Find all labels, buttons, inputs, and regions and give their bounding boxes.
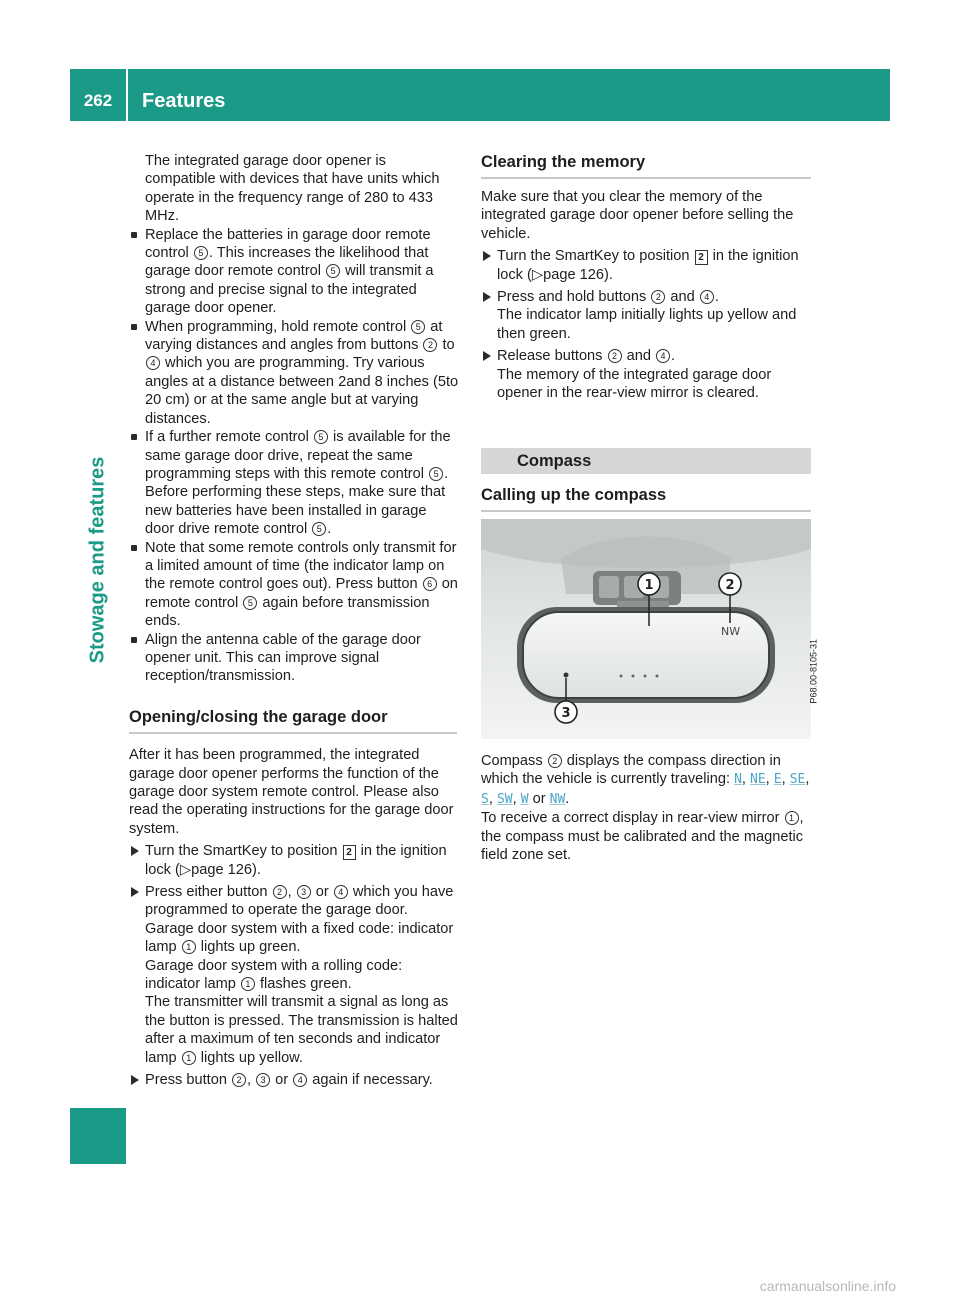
mirror-nw-text: NW xyxy=(721,625,741,638)
page-number: 262 xyxy=(83,91,113,110)
step-turn-smartkey-clear: Turn the SmartKey to position 2 in the ignition lock (▷page 126). xyxy=(481,247,811,284)
callout-1-icon: 1 xyxy=(182,1051,196,1065)
dir-n: N xyxy=(734,772,742,788)
callout-4-icon: 4 xyxy=(146,356,160,370)
callout-2-icon: 2 xyxy=(608,349,622,363)
page-ref-icon: ▷ xyxy=(531,266,544,283)
bullet-programming: When programming, hold remote control 5 at varying distances and angles from buttons 2 to 4 which you are programming. Try various angles at a distance between 2and 8 inches (5to 20 cm) or at the same angle but at varying distances. xyxy=(129,318,459,428)
bullet-note-remote: Note that some remote controls only transmit for a limited amount of time (the indicator lamp on the remote control goes out). Press button 6 on remote control 5 again before transmission ends. xyxy=(129,539,459,631)
callout-4-icon: 4 xyxy=(700,290,714,304)
heading-calling-compass: Calling up the compass xyxy=(481,486,667,504)
dir-e: E xyxy=(773,772,782,788)
callout-1-icon: 1 xyxy=(785,811,799,825)
callout-3-label: 3 xyxy=(561,706,571,721)
callout-2-icon: 2 xyxy=(423,338,437,352)
callout-2-icon: 2 xyxy=(548,754,562,768)
heading-clearing-memory: Clearing the memory xyxy=(481,153,646,171)
callout-2-label: 2 xyxy=(725,578,735,593)
callout-6-icon: 6 xyxy=(423,577,437,591)
header-separator xyxy=(126,69,128,121)
callout-5-icon: 5 xyxy=(312,522,326,536)
position-2-icon: 2 xyxy=(343,845,356,860)
callout-5-icon: 5 xyxy=(326,264,340,278)
dir-w: W xyxy=(520,791,529,807)
watermark: carmanualsonline.info xyxy=(759,1278,896,1294)
step-release: Release buttons 2 and 4 . The memory of the integrated garage door opener in the rear-view mirror is cleared. xyxy=(481,347,811,402)
heading-opening-closing: Opening/closing the garage door xyxy=(129,707,388,726)
callout-3-icon: 3 xyxy=(297,885,311,899)
chapter-title: Features xyxy=(142,90,226,112)
callout-2-icon: 2 xyxy=(651,290,665,304)
dir-nw: NW xyxy=(549,791,566,807)
step-press-again: Press button 2 , 3 or 4 again if necessary. xyxy=(129,1071,459,1089)
heading-rule xyxy=(481,177,811,179)
section-side-label: Stowage and features xyxy=(86,456,109,664)
figure-code: P68.00-8105-31 xyxy=(809,639,819,704)
right-column-top xyxy=(481,188,811,402)
dir-se: SE xyxy=(789,772,806,788)
programmed-paragraph: After it has been programmed, the integrated garage door opener performs the function of the garage door system remote control. Please also read the operating instructions for the garage door system. xyxy=(129,747,454,837)
side-tab-marker xyxy=(70,1108,126,1164)
fixed-code-note: Garage door system with a fixed code: indicator lamp 1 lights up green. xyxy=(145,920,454,956)
callout-1-icon: 1 xyxy=(182,940,196,954)
dir-ne: NE xyxy=(750,772,766,788)
step-press-button: Press either button 2 , 3 or 4 which you have programmed to operate the garage door. xyxy=(129,883,459,920)
callout-1-label: 1 xyxy=(644,578,654,593)
rear-view-mirror-figure xyxy=(481,519,819,739)
bullet-replace-batteries: Replace the batteries in garage door remote control 5 . This increases the likelihood that garage door remote control 5 will transmit a strong and precise signal to the integrated garage door opener. xyxy=(129,226,459,318)
callout-5-icon: 5 xyxy=(411,320,425,334)
mirror-illustration xyxy=(481,519,811,739)
callout-3-icon: 3 xyxy=(256,1073,270,1087)
intro-paragraph: The integrated garage door opener is compatible with devices that have units which operate in the frequency range of 280 to 433 MHz. xyxy=(145,153,440,225)
dir-sw: SW xyxy=(496,791,513,807)
clear-memory-paragraph: Make sure that you clear the memory of the integrated garage door opener before selling the vehicle. xyxy=(481,189,794,242)
step-turn-smartkey: Turn the SmartKey to position 2 in the ignition lock (▷page 126). xyxy=(129,842,459,879)
bullet-further-remote: If a further remote control 5 is available for the same garage door drive, repeat the same programming steps with this remote control 5 . Before performing these steps, make sure that new batteries have been installed in garage door drive remote control 5 . xyxy=(129,428,459,538)
callout-4-icon: 4 xyxy=(656,349,670,363)
callout-2-icon: 2 xyxy=(232,1073,246,1087)
position-2-icon: 2 xyxy=(695,250,708,265)
left-column xyxy=(129,152,459,1090)
callout-5-icon: 5 xyxy=(243,596,257,610)
section-compass-bar xyxy=(481,448,811,474)
callout-5-icon: 5 xyxy=(429,467,443,481)
section-compass-title: Compass xyxy=(517,452,592,470)
callout-5-icon: 5 xyxy=(194,246,208,260)
compass-description: Compass 2 displays the compass direction in which the vehicle is currently traveling: N, NE, E, SE, S, SW, W or NW. xyxy=(481,753,810,807)
right-column-bottom xyxy=(481,752,811,864)
rolling-code-note: Garage door system with a rolling code: indicator lamp 1 flashes green. xyxy=(145,957,403,993)
callout-2-icon: 2 xyxy=(273,885,287,899)
callout-5-icon: 5 xyxy=(314,430,328,444)
page-ref-icon: ▷ xyxy=(179,861,192,878)
transmitter-note: The transmitter will transmit a signal as long as the button is pressed. The transmission is halted after a maximum of ten seconds and indicator lamp 1 lights up yellow. xyxy=(145,994,458,1066)
calibration-paragraph: To receive a correct display in rear-view mirror 1 , the compass must be calibrated and the magnetic field zone set. xyxy=(481,810,804,864)
callout-4-icon: 4 xyxy=(293,1073,307,1087)
bullet-antenna: Align the antenna cable of the garage door opener unit. This can improve signal reception/transmission. xyxy=(129,631,459,686)
dir-s: S xyxy=(481,791,489,807)
step-press-hold: Press and hold buttons 2 and 4 . The indicator lamp initially lights up yellow and then green. xyxy=(481,288,811,343)
heading-rule xyxy=(481,510,811,512)
callout-4-icon: 4 xyxy=(334,885,348,899)
callout-1-icon: 1 xyxy=(241,977,255,991)
